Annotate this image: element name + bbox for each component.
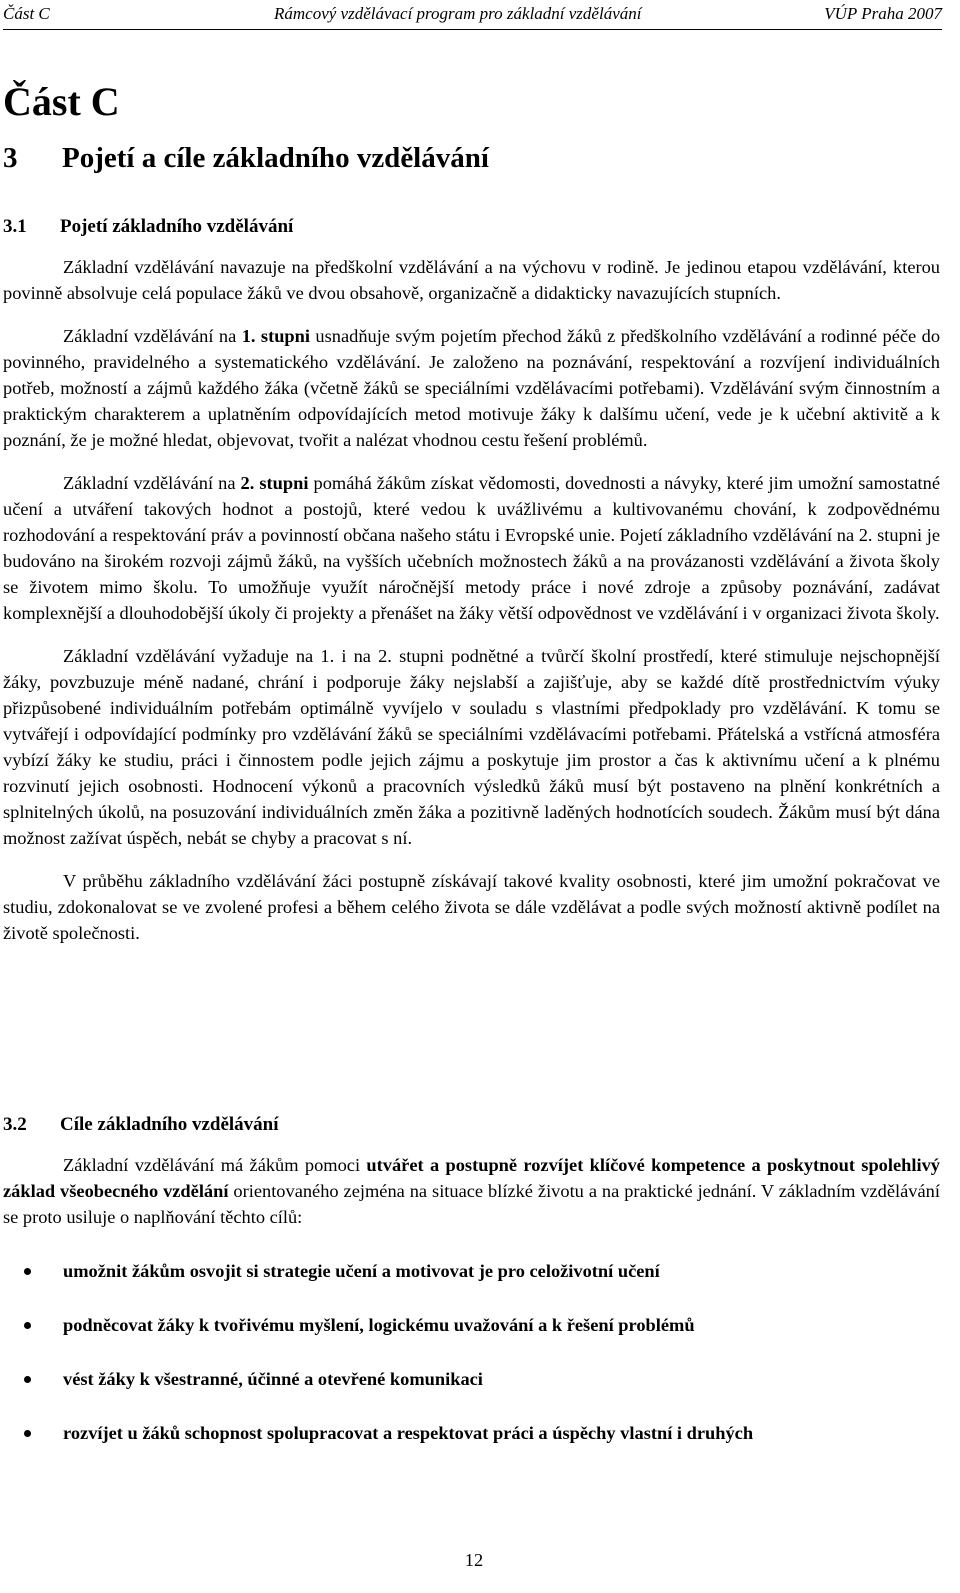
section-number: 3.1 (3, 216, 27, 237)
bullet-icon (24, 1430, 31, 1437)
paragraph-text: orientovaného zejména na situace blízké životu a na praktické jednání. V základním vzdělávání se proto usiluje o naplňování těchto cílů: (3, 1181, 940, 1227)
list-item-text: podněcovat žáky k tvořivému myšlení, logickému uvažování a k řešení problémů (63, 1315, 695, 1335)
section-heading-3-1 (3, 215, 293, 239)
paragraph: V průběhu základního vzdělávání žáci postupně získávají takové kvality osobnosti, které jim umožní pokračovat ve studiu, zdokonalovat se ve zvolené profesi a během celého života se dále vzdělávat a podle svých možností aktivně podílet na životě společnosti. (3, 871, 940, 943)
list-item (3, 1312, 940, 1338)
emphasis: 2. stupni (240, 473, 309, 493)
header-left: Část C (3, 4, 50, 23)
goals-list (3, 1258, 940, 1474)
emphasis: 1. stupni (241, 326, 310, 346)
running-header (3, 3, 942, 30)
bullet-icon (24, 1268, 31, 1275)
section-heading-3-2 (3, 1113, 279, 1137)
chapter-number: 3 (3, 142, 18, 174)
paragraph (3, 1152, 940, 1230)
list-item (3, 1420, 940, 1446)
paragraph-text: Základní vzdělávání na (63, 473, 241, 493)
paragraph-text: Základní vzdělávání má žákům pomoci (63, 1155, 367, 1175)
paragraph-text: Základní vzdělávání na (63, 326, 242, 346)
page-number: 12 (464, 1550, 484, 1570)
section-number: 3.2 (3, 1114, 27, 1135)
chapter-title: Pojetí a cíle základního vzdělávání (62, 142, 489, 174)
header-center: Rámcový vzdělávací program pro základní vzdělávání (274, 4, 642, 23)
bullet-icon (24, 1376, 31, 1383)
paragraph (3, 323, 940, 453)
bullet-icon (24, 1322, 31, 1329)
part-title: Část C (3, 79, 120, 124)
chapter-heading (3, 140, 489, 176)
list-item-text: vést žáky k všestranné, účinné a otevřené komunikaci (63, 1369, 483, 1389)
paragraph: Základní vzdělávání navazuje na předškolní vzdělávání a na výchovu v rodině. Je jedinou etapou vzdělávání, kterou povinně absolvuje celá populace žáků ve dvou obsahově, organizačně a didakticky navazujících stupních. (3, 257, 940, 303)
list-item-text: rozvíjet u žáků schopnost spolupracovat a respektovat práci a úspěchy vlastní i druhých (63, 1423, 754, 1443)
section-3-1-body (3, 254, 940, 963)
list-item (3, 1366, 940, 1392)
section-title: Pojetí základního vzdělávání (60, 216, 294, 237)
paragraph: Základní vzdělávání vyžaduje na 1. i na 2. stupni podnětné a tvůrčí školní prostředí, které stimuluje nejschopnější žáky, povzbuzuje méně nadané, chrání i podporuje žáky nejslabší a zajišťuje, aby se každé dítě prostřednictvím výuky přizpůsobené individuálním potřebám optimálně vyvíjelo v souladu s vlastními předpoklady pro vzdělávání. K tomu se vytvářejí i odpovídající podmínky pro vzdělávání žáků se speciálními vzdělávacími potřebami. Přátelská a vstřícná atmosféra vybízí žáky ke studiu, práci i činnostem podle jejich zájmu a poskytuje jim prostor a čas k aktivnímu učení a k plnému rozvinutí jejich osobnosti. Hodnocení výkonů a pracovních výsledků žáků musí být postaveno na plnění konkrétních a splnitelných úkolů, na posuzování individuálních změn žáka a pozitivně laděných hodnotících soudech. Žákům musí být dána možnost zažívat úspěch, nebát se chyby a pracovat s ní. (3, 646, 940, 848)
paragraph (3, 470, 940, 626)
header-right: VÚP Praha 2007 (824, 4, 942, 23)
list-item-text: umožnit žákům osvojit si strategie učení a motivovat je pro celoživotní učení (63, 1261, 660, 1281)
section-title: Cíle základního vzdělávání (60, 1114, 279, 1135)
paragraph-text: pomáhá žákům získat vědomosti, dovednosti a návyky, které jim umožní samostatné učení a utváření takových hodnot a postojů, které vedou k uvážlivému a kultivovanému chování, k zodpovědnému rozhodování a respektování práv a povinností občana našeho státu i Evropské unie. Pojetí základního vzdělávání na 2. stupni je budováno na širokém rozvoji zájmů žáků, na vyšších učebních možnostech žáků a na provázanosti vzdělávání a života školy se životem mimo školu. To umožňuje využít náročnější metody práce i nové zdroje a způsoby poznávání, zadávat komplexnější a dlouhodobější úkoly či projekty a přenášet na žáky větší odpovědnost ve vzdělávání i v organizaci života školy. (3, 473, 940, 623)
emphasis: utvářet a postupně rozvíjet klíčové kompetence a poskytnout spolehlivý základ všeobecného vzdělání (3, 1155, 940, 1201)
paragraph-text: usnadňuje svým pojetím přechod žáků z předškolního vzdělávání a rodinné péče do povinného, pravidelného a systematického vzdělávání. Je založeno na poznávání, respektování a rozvíjení individuálních potřeb, možností a zájmů každého žáka (včetně žáků se speciálními vzdělávacími potřebami). Vzdělávání svým činnostním a praktickým charakterem a uplatněním odpovídajících metod motivuje žáky k dalšímu učení, vede je k učební aktivitě a k poznání, že je možné hledat, objevovat, tvořit a nalézat vhodnou cestu řešení problémů. (3, 326, 941, 450)
section-3-2-body (3, 1152, 940, 1247)
list-item (3, 1258, 940, 1284)
